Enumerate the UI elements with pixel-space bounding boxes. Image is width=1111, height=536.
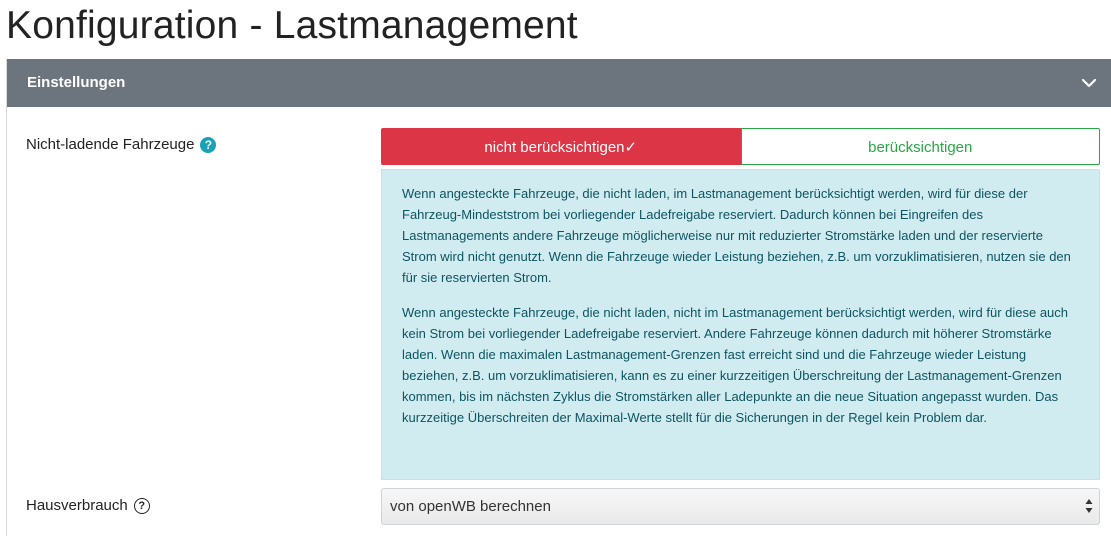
page-title: Konfiguration - Lastmanagement	[6, 4, 578, 47]
info-paragraph-2: Wenn angesteckte Fahrzeuge, die nicht laden, nicht im Lastmanagement berücksichtigt werden, wird für diese auch kein Strom bei vorliegender Ladefreigabe reserviert. Andere Fahrzeuge können dadurch mit höherer Stromstärke laden. Wenn die maximalen Lastmanagement-Grenzen fast erreicht sind und die Fahrzeuge wieder Leistung beziehen, z.B. um vorzuklimatisieren, kann es zu einer kurzzeitigen Überschreitung der Lastmanagement-Grenzen kommen, bis im nächsten Zyklus die Stromstärken aller Ladepunkte an die neue Situation angepasst wurden. Das kurzzeitige Überschreiten der Maximal-Werte stellt für die Sicherungen in der Regel kein Problem dar.	[402, 305, 1069, 425]
beruecksichtigen-button[interactable]: berücksichtigen	[741, 128, 1101, 165]
nicht-ladende-fahrzeuge-row-label	[26, 136, 216, 153]
hausverbrauch-select-value: von openWB berechnen	[390, 498, 551, 515]
hausverbrauch-row-label	[26, 497, 150, 514]
help-circle-outline-icon[interactable]: ?	[134, 498, 150, 514]
card-header[interactable]	[7, 59, 1111, 107]
info-paragraph-1: Wenn angesteckte Fahrzeuge, die nicht laden, im Lastmanagement berücksichtigt werden, wird für diese der Fahrzeug-Mindeststrom bei vorliegender Ladefreigabe reserviert. Dadurch können bei Eingreifen des Lastmanagements andere Fahrzeuge möglicherweise nur mit reduzierter Stromstärke laden und der reservierte Strom wird nicht genutzt. Wenn die Fahrzeuge wieder Leistung beziehen, z.B. um vorzuklimatisieren, nutzen sie den für sie reservierten Strom.	[402, 186, 1071, 285]
nicht-beruecksichtigen-button[interactable]: nicht berücksichtigen✓	[381, 128, 741, 165]
select-updown-arrows-icon	[1085, 498, 1093, 514]
nicht-ladende-toggle-group	[381, 128, 1100, 165]
nicht-ladende-info-box	[381, 169, 1100, 480]
card-header-title: Einstellungen	[27, 74, 126, 91]
nicht-ladende-fahrzeuge-label: Nicht-ladende Fahrzeuge	[26, 136, 195, 153]
help-circle-filled-icon[interactable]: ?	[200, 137, 216, 153]
hausverbrauch-select[interactable]	[381, 488, 1100, 525]
chevron-down-icon[interactable]	[1080, 74, 1098, 92]
hausverbrauch-label: Hausverbrauch	[26, 497, 128, 514]
